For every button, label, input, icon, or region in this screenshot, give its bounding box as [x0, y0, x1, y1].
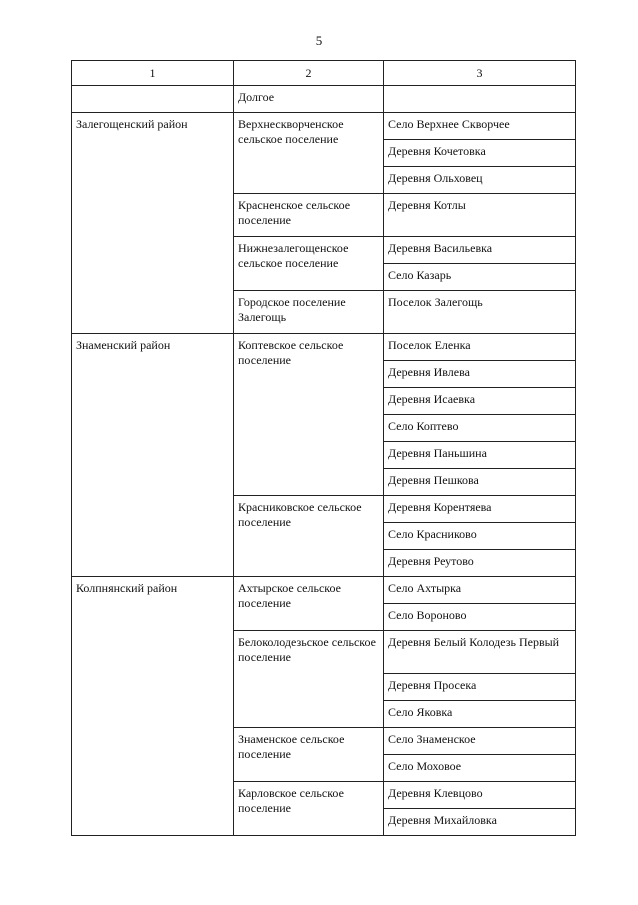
locality-cell: Село Красниково [384, 523, 576, 550]
column-header: 1 [72, 61, 234, 86]
locality-cell: Деревня Ивлева [384, 361, 576, 388]
table-header-row [72, 61, 576, 86]
column-header: 3 [384, 61, 576, 86]
district-cell [72, 86, 234, 113]
district-cell: Залегощенский район [72, 113, 234, 334]
locality-cell [384, 86, 576, 113]
table-row [72, 334, 576, 361]
settlement-cell: Карловское сельское поселение [234, 782, 384, 836]
locality-cell: Деревня Клевцово [384, 782, 576, 809]
locality-cell: Деревня Исаевка [384, 388, 576, 415]
locality-cell: Деревня Корентяева [384, 496, 576, 523]
settlement-cell: Красненское сельское поселение [234, 194, 384, 237]
locality-cell: Деревня Михайловка [384, 809, 576, 836]
locality-cell: Село Яковка [384, 701, 576, 728]
page-number: 5 [315, 33, 323, 48]
district-cell: Колпнянский район [72, 577, 234, 836]
locality-cell: Село Ахтырка [384, 577, 576, 604]
locality-cell: Деревня Белый Колодезь Первый [384, 631, 576, 674]
settlements-table [71, 60, 576, 836]
district-cell: Знаменский район [72, 334, 234, 577]
locality-cell: Поселок Залегощь [384, 291, 576, 334]
settlement-cell: Красниковское сельское поселение [234, 496, 384, 577]
locality-cell: Село Казарь [384, 264, 576, 291]
locality-cell: Село Вороново [384, 604, 576, 631]
locality-cell: Деревня Просека [384, 674, 576, 701]
locality-cell: Деревня Кочетовка [384, 140, 576, 167]
locality-cell: Село Верхнее Скворчее [384, 113, 576, 140]
settlement-cell: Верхнескворченское сельское поселение [234, 113, 384, 194]
column-header: 2 [234, 61, 384, 86]
locality-cell: Деревня Ольховец [384, 167, 576, 194]
settlement-cell: Ахтырское сельское поселение [234, 577, 384, 631]
locality-cell: Деревня Котлы [384, 194, 576, 237]
locality-cell: Деревня Пешкова [384, 469, 576, 496]
settlement-cell: Долгое [234, 86, 384, 113]
locality-cell: Деревня Паньшина [384, 442, 576, 469]
locality-cell: Село Моховое [384, 755, 576, 782]
locality-cell: Поселок Еленка [384, 334, 576, 361]
locality-cell: Деревня Васильевка [384, 237, 576, 264]
locality-cell: Село Коптево [384, 415, 576, 442]
table-row [72, 113, 576, 140]
locality-cell: Деревня Реутово [384, 550, 576, 577]
settlement-cell: Белоколодезьское сельское поселение [234, 631, 384, 728]
table-row [72, 86, 576, 113]
settlement-cell: Коптевское сельское поселение [234, 334, 384, 496]
table-row [72, 577, 576, 604]
locality-cell: Село Знаменское [384, 728, 576, 755]
settlement-cell: Знаменское сельское поселение [234, 728, 384, 782]
settlement-cell: Нижнезалегощенское сельское поселение [234, 237, 384, 291]
settlement-cell: Городское поселение Залегощь [234, 291, 384, 334]
